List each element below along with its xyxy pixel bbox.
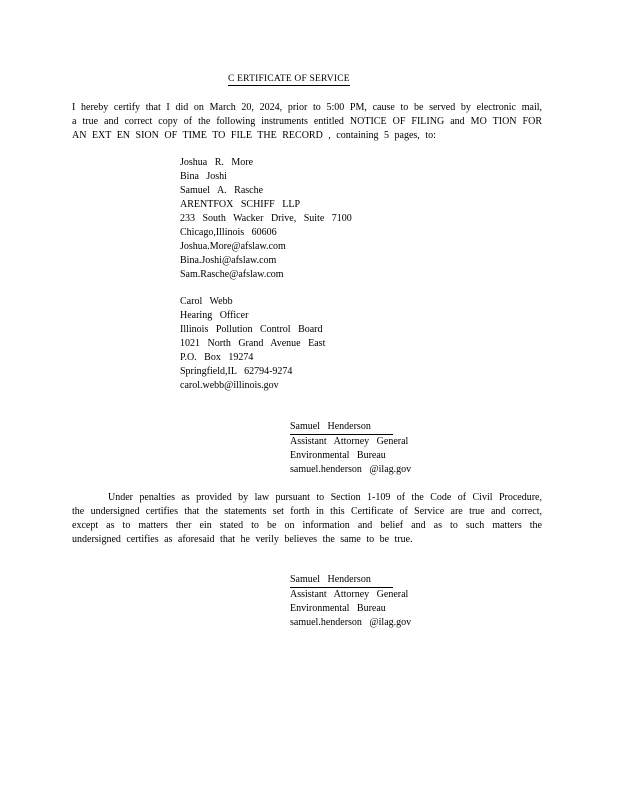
- signature-block: [290, 573, 411, 630]
- signer-name: Samuel Henderson: [290, 420, 393, 435]
- recipient-title: Hearing Officer: [180, 310, 249, 321]
- signer-title: Assistant Attorney General: [290, 436, 409, 447]
- signer-email[interactable]: samuel.henderson @ilag.gov: [290, 464, 412, 475]
- agency-name: Illinois Pollution Control Board: [180, 324, 323, 335]
- email-link[interactable]: Sam.Rasche@afslaw.com: [180, 269, 284, 280]
- recipient-name: Bina Joshi: [180, 171, 227, 182]
- city-state-zip: Chicago,Illinois 60606: [180, 227, 277, 238]
- signer-email[interactable]: samuel.henderson @ilag.gov: [290, 617, 412, 628]
- street-address: 1021 North Grand Avenue East: [180, 338, 326, 349]
- recipient-block-hearing-officer: [180, 295, 325, 393]
- signer-title: Assistant Attorney General: [290, 589, 409, 600]
- recipient-name: Carol Webb: [180, 296, 233, 307]
- certification-paragraph: I hereby certify that I did on March 20, 2024, prior to 5:00 PM, cause to be served by electronic mail, a true and correct copy of the following instruments entitled NOTICE OF FILING and MO TION FOR AN EXT EN SION OF TIME TO FILE THE RECORD , containing 5 pages, to:: [72, 102, 542, 141]
- signer-bureau: Environmental Bureau: [290, 603, 386, 614]
- document-title: C ERTIFICATE OF SERVICE: [228, 74, 350, 84]
- signature-block: [290, 420, 411, 477]
- city-state-zip: Springfield,IL 62794-9274: [180, 366, 293, 377]
- email-link[interactable]: Bina.Joshi@afslaw.com: [180, 255, 277, 266]
- email-link[interactable]: Joshua.More@afslaw.com: [180, 241, 286, 252]
- email-link[interactable]: carol.webb@illinois.gov: [180, 380, 279, 391]
- recipient-name: Joshua R. More: [180, 157, 254, 168]
- recipient-name: Samuel A. Rasche: [180, 185, 264, 196]
- signer-name: Samuel Henderson: [290, 573, 393, 588]
- street-address: 233 South Wacker Drive, Suite 7100: [180, 213, 352, 224]
- firm-name: ARENTFOX SCHIFF LLP: [180, 199, 301, 210]
- recipient-block-arentfox: [180, 156, 352, 282]
- verification-paragraph: Under penalties as provided by law pursuant to Section 1-109 of the Code of Civil Procedure, the undersigned certifies that the statements set forth in this Certificate of Service are true and correct, except as to matters ther ein stated to be on information and belief and as to such matters the undersigned certifies as aforesaid that he verily believes the same to be true.: [72, 492, 542, 545]
- signer-bureau: Environmental Bureau: [290, 450, 386, 461]
- po-box: P.O. Box 19274: [180, 352, 254, 363]
